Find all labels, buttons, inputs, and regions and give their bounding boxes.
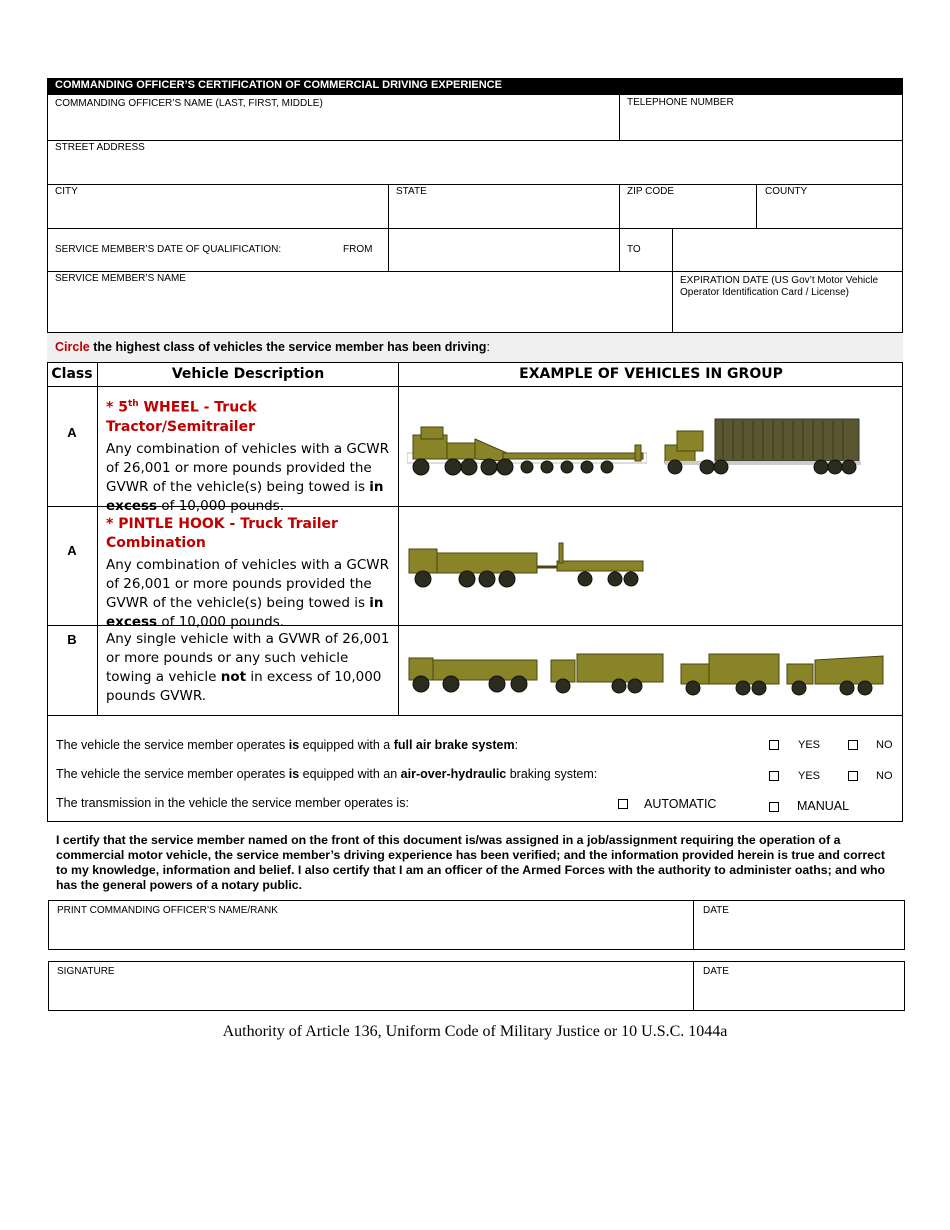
pintle-hook-title: * PINTLE HOOK - Truck Trailer Combination: [106, 516, 338, 551]
air-brake-question: The vehicle the service member operates is equipped with a full air brake system:: [56, 738, 519, 752]
expiration-date-field[interactable]: [673, 272, 903, 333]
class-cell[interactable]: A: [47, 387, 98, 507]
class-b-description: Any single vehicle with a GVWR of 26,001 or more pounds or any such vehicle towing a vehicle not in excess of 10,000 pounds GVWR.: [106, 631, 390, 704]
expiration-date-label: EXPIRATION DATE (US Gov’t Motor Vehicle Operator Identification Card / License): [680, 275, 879, 298]
column-header-description: Vehicle Description: [98, 363, 399, 387]
print-name-date-field[interactable]: [693, 900, 905, 950]
county-field[interactable]: [757, 185, 903, 229]
fifth-wheel-title-rest: WHEEL - Truck Tractor/Semitrailer: [106, 399, 257, 435]
air-brake-no-checkbox[interactable]: [848, 740, 858, 750]
vehicle-description: [98, 387, 399, 514]
column-header-examples: EXAMPLE OF VEHICLES IN GROUP: [399, 363, 903, 387]
automatic-checkbox[interactable]: [618, 799, 628, 809]
street-address-field[interactable]: [47, 141, 903, 185]
co-name-field[interactable]: [47, 94, 620, 141]
pintle-hook-description: Any combination of vehicles with a GCWR of 26,001 or more pounds provided the GVWR of the vehicle(s) being towed is in excess of 10,000 pounds.: [106, 557, 390, 630]
signature-date-field[interactable]: [693, 961, 905, 1011]
circle-word: Circle: [55, 340, 90, 354]
box-truck-image: [679, 650, 781, 696]
print-name-label: PRINT COMMANDING OFFICER’S NAME/RANK: [57, 905, 278, 916]
vehicle-examples: [399, 387, 903, 507]
street-address-label: STREET ADDRESS: [55, 142, 145, 153]
vehicle-description: [98, 626, 399, 716]
signature-label: SIGNATURE: [57, 966, 115, 977]
to-date-field[interactable]: [673, 229, 903, 272]
from-date-field[interactable]: [389, 229, 620, 272]
date-label: DATE: [703, 905, 729, 916]
class-cell[interactable]: B: [47, 626, 98, 716]
from-label: FROM: [343, 244, 373, 255]
covered-truck-image: [549, 650, 667, 694]
qualification-date-label: SERVICE MEMBER’S DATE OF QUALIFICATION:: [55, 244, 282, 255]
cargo-truck-image: [407, 652, 541, 694]
state-label: STATE: [396, 186, 427, 197]
container-truck-image: [663, 415, 863, 479]
column-header-class: Class: [47, 363, 98, 387]
certification-statement: I certify that the service member named on the front of this document is/was assigned in a job/assignment requiring the operation of a commercial motor vehicle, the service member’s driving experience has been verified; and the information provided herein is true and correct to my knowledge, information and belief. I also certify that I am an officer of the Armed Forces with the authority to administer oaths; and who has the general powers of a notary public.: [56, 833, 886, 892]
co-name-label: COMMANDING OFFICER’S NAME (LAST, FIRST, MIDDLE): [55, 98, 323, 109]
signature-field[interactable]: [48, 961, 694, 1011]
air-hydraulic-yes-checkbox[interactable]: [769, 771, 779, 781]
vehicle-examples: [399, 507, 903, 626]
telephone-field[interactable]: [620, 94, 903, 141]
qualification-date-row: [47, 229, 389, 272]
zip-code-label: ZIP CODE: [627, 186, 675, 197]
vehicle-examples: [399, 626, 903, 716]
air-hydraulic-no-checkbox[interactable]: [848, 771, 858, 781]
city-field[interactable]: [47, 185, 389, 229]
footer-authority: Authority of Article 136, Uniform Code of Military Justice or 10 U.S.C. 1044a: [222, 1023, 728, 1040]
member-name-label: SERVICE MEMBER’S NAME: [55, 273, 186, 284]
date-label: DATE: [703, 966, 729, 977]
automatic-label: AUTOMATIC: [644, 797, 717, 811]
manual-checkbox[interactable]: [769, 802, 779, 812]
fifth-wheel-description: Any combination of vehicles with a GCWR of 26,001 or more pounds provided the GVWR of the vehicle(s) being towed is in excess of 10,000 pounds.: [106, 440, 390, 514]
city-label: CITY: [55, 186, 78, 197]
county-label: COUNTY: [765, 186, 808, 197]
to-date-cell: [620, 229, 673, 272]
class-cell[interactable]: A: [47, 507, 98, 626]
to-label: TO: [627, 244, 641, 255]
fifth-wheel-title: [106, 395, 390, 437]
air-brake-yes-checkbox[interactable]: [769, 740, 779, 750]
fifth-wheel-title-prefix: * 5: [106, 399, 128, 416]
lowboy-tractor-image: [407, 425, 647, 481]
circle-instruction-colon: :: [486, 340, 490, 354]
air-hydraulic-question: The vehicle the service member operates is equipped with an air-over-hydraulic braking system:: [56, 767, 598, 781]
manual-label: MANUAL: [797, 799, 850, 813]
circle-instruction-text: the highest class of vehicles the service member has been driving: [89, 340, 487, 354]
telephone-label: TELEPHONE NUMBER: [627, 97, 734, 108]
form-header: COMMANDING OFFICER’S CERTIFICATION OF COMMERCIAL DRIVING EXPERIENCE: [47, 78, 903, 94]
transmission-question: The transmission in the vehicle the service member operates is:: [56, 796, 409, 810]
pintle-hook-truck-image: [407, 541, 647, 591]
print-name-field[interactable]: [48, 900, 694, 950]
state-field[interactable]: [389, 185, 620, 229]
vehicle-description: [98, 507, 399, 630]
air-brake-yes-label: YES: [798, 739, 821, 751]
dump-truck-image: [785, 646, 885, 696]
member-name-field[interactable]: [47, 272, 673, 333]
circle-instruction: [47, 333, 903, 363]
fifth-wheel-title-sup: th: [127, 399, 139, 409]
zip-code-field[interactable]: [620, 185, 757, 229]
air-hydraulic-yes-label: YES: [798, 770, 821, 782]
air-hydraulic-no-label: NO: [876, 770, 893, 782]
air-brake-no-label: NO: [876, 739, 893, 751]
